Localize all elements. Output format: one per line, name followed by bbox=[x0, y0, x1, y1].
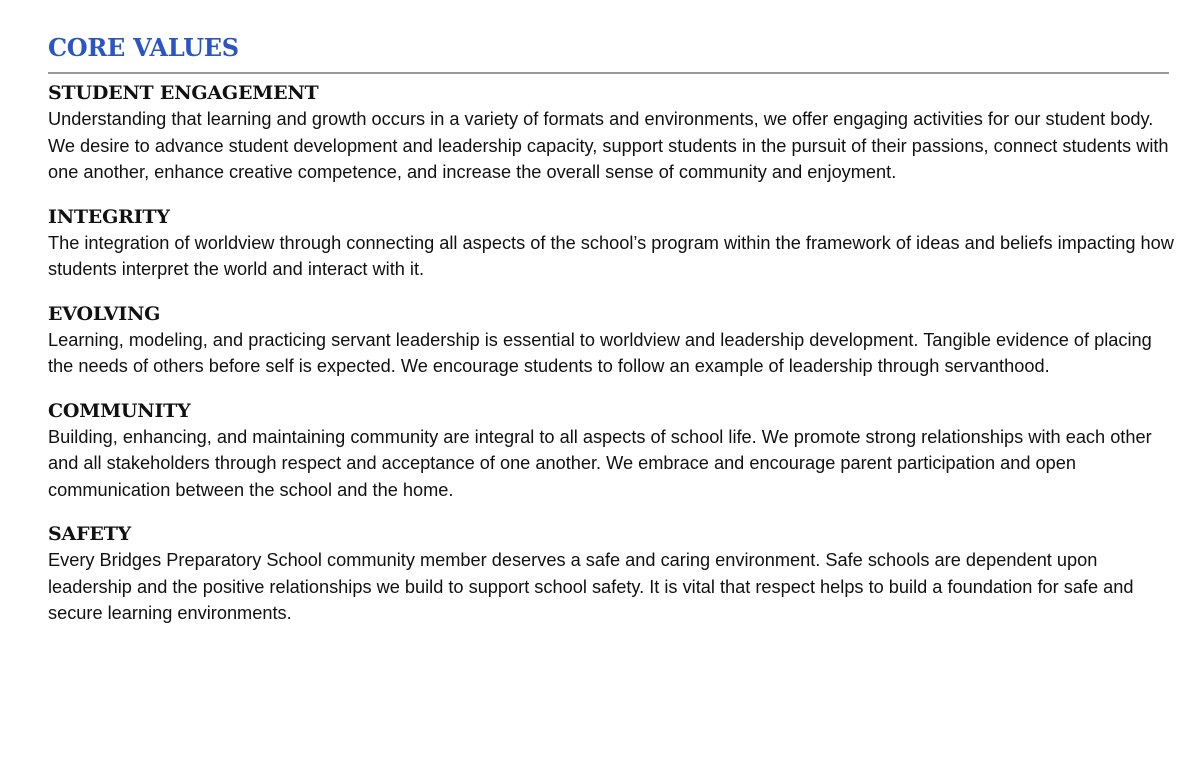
section-heading: COMMUNITY bbox=[48, 399, 191, 422]
document-page bbox=[48, 28, 1174, 645]
section-student-engagement bbox=[48, 80, 1174, 186]
section-body: Building, enhancing, and maintaining community are integral to all aspects of school life. We promote strong relationships with each other and all stakeholders through respect and acceptance of one another. We embrace and encourage parent participation and open communication between the school and the home. bbox=[48, 426, 1152, 500]
section-body: Learning, modeling, and practicing servant leadership is essential to worldview and leadership development. Tangible evidence of placing the needs of others before self is expected. We encourage students to follow an example of leadership through servanthood. bbox=[48, 329, 1152, 376]
section-heading: SAFETY bbox=[48, 523, 131, 545]
section-body: The integration of worldview through connecting all aspects of the school’s program within the framework of ideas and beliefs impacting how students interpret the world and interact with it. bbox=[48, 232, 1174, 279]
section-integrity bbox=[48, 204, 1174, 283]
section-evolving bbox=[48, 301, 1174, 380]
section-body: Understanding that learning and growth occurs in a variety of formats and environments, we offer engaging activities for our student body. We desire to advance student development and leadership capacity, support students in the pursuit of their passions, connect students with one another, enhance creative competence, and increase the overall sense of community and enjoyment. bbox=[48, 109, 1169, 182]
section-body: Every Bridges Preparatory School community member deserves a safe and caring environment. Safe schools are dependent upon leadership and the positive relationships we build to support school safety. It is vital that respect helps to build a foundation for safe and secure learning environments. bbox=[48, 550, 1134, 623]
page-title: CORE VALUES bbox=[48, 33, 239, 62]
title-divider bbox=[48, 72, 1169, 74]
section-community bbox=[48, 398, 1174, 504]
section-heading: STUDENT ENGAGEMENT bbox=[48, 82, 319, 104]
section-safety bbox=[48, 521, 1174, 627]
section-heading: INTEGRITY bbox=[48, 205, 170, 228]
section-heading: EVOLVING bbox=[48, 302, 161, 325]
